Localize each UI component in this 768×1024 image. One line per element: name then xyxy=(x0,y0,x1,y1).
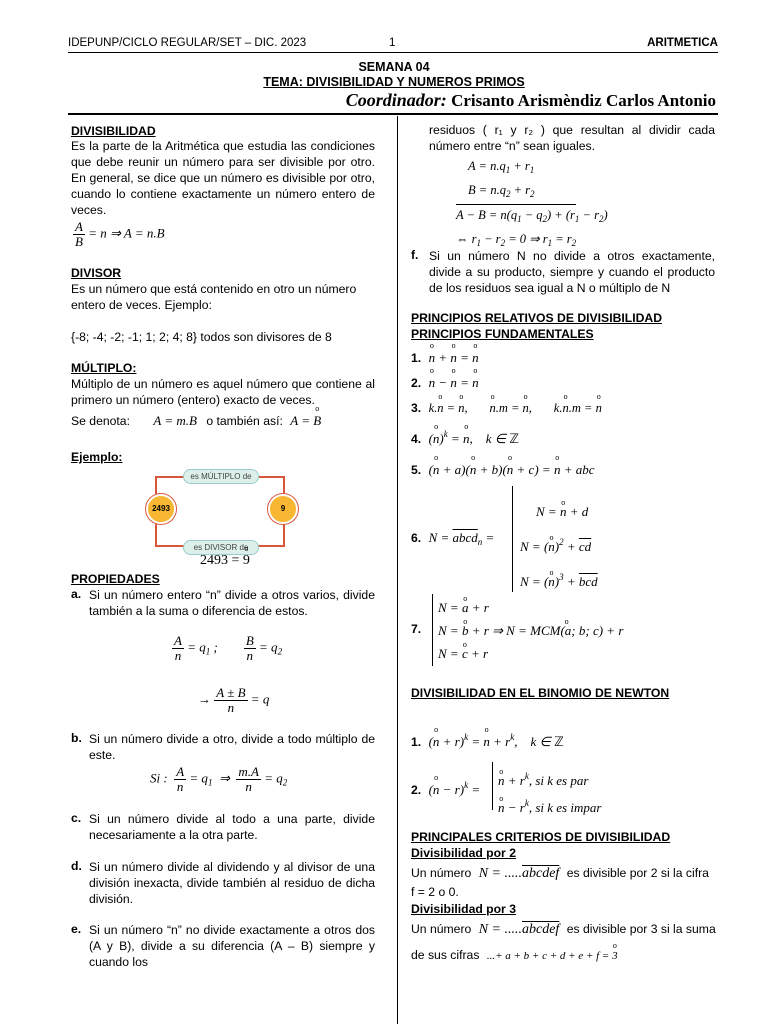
principio-7: 7. xyxy=(411,622,422,636)
propiedades-heading: PROPIEDADES xyxy=(71,572,160,586)
si-impar-text: , si k es impar xyxy=(528,800,602,815)
title-rule xyxy=(68,113,718,115)
page-number: 1 xyxy=(389,37,396,49)
principio-3: 3. k.o n = o n, o n.m = o n, k.o n.m = o n xyxy=(411,401,602,416)
por2-heading: Divisibilidad por 2 xyxy=(411,846,516,860)
residuos-derivation: $A = n.q_1 + r_1$ $B = n.q_2 + r_2$ $A - B = n(q_1 - q_2) + (r_1 - r_2)$ ⇔ $r_1 - r_2 = 0$ ⇒ $r_1 = r_2$ xyxy=(456,159,608,248)
prop-e-label: e. xyxy=(71,922,82,936)
binomio-1: 1. (o n + r)$^k$ = o $n + r^k$, k ∈ ℤ xyxy=(411,732,564,750)
prop-b-label: b. xyxy=(71,731,82,745)
principio-2: 2. o n − o n = o n xyxy=(411,375,479,391)
prop-d-text: Si un número divide al dividendo y al divisor de una división inexacta, divide también al residuo de dicha división. xyxy=(89,860,375,906)
residuos-text: residuos ( r₁ y r₂ ) que resultan al dividir cada número entre “n” sean iguales. xyxy=(429,123,715,153)
principio-7-cases: N = o a + r N = o b + r ⇒ N = o MCM(a; b; c) + r N = o c + r xyxy=(438,596,623,665)
prop-a-text: Si un número entero “n” divide a otros varios, divide también a la suma o diferencia de estos. xyxy=(89,588,375,618)
principio-6: 6. N = abcd$_n$ = xyxy=(411,530,495,547)
principios-fundamentales-heading: PRINCIPIOS FUNDAMENTALES xyxy=(411,327,594,341)
tema-text: : DIVISIBILIDAD Y NUMEROS PRIMOS xyxy=(298,75,525,89)
coordinator-label: Coordinador: xyxy=(345,90,447,110)
por3-heading: Divisibilidad por 3 xyxy=(411,902,516,916)
prop-e-text: Si un número “n” no divide exactamente a otros dos (A y B), divide a su diferencia (A – B) siempre y cuando los xyxy=(89,923,375,969)
divisibilidad-text: Es la parte de la Aritmética que estudia las condiciones que debe reunir un número para ser divisible por otro. En general, se dice que un número es divisible por otro, cuando lo contiene exactamente un número entero de veces. xyxy=(71,139,375,217)
principios-relativos-heading: PRINCIPIOS RELATIVOS DE DIVISIBILIDAD xyxy=(411,311,662,325)
por2-line: Un número N = .....abcdef es divisible por 2 si la cifra xyxy=(411,866,709,881)
coordinator-line xyxy=(346,90,716,111)
denotation-line: Se denota: A = m.B o también así: A = o B xyxy=(71,413,321,429)
tema-label: TEMA xyxy=(263,75,299,89)
semana-title: SEMANA 04 xyxy=(358,60,430,74)
ejemplo-heading: Ejemplo: xyxy=(71,450,123,464)
prop-f-label: f. xyxy=(411,248,419,262)
por2-last: f = 2 o 0. xyxy=(411,885,459,899)
diagram-node-2493: 2493 xyxy=(146,494,176,524)
prop-f-text: Si un número N no divide a otros exactamente, divide a su producto, siempre y cuando el producto de los residuos sea igual a N o múltiplo de N xyxy=(429,249,715,295)
multiple-divisor-diagram xyxy=(146,467,304,557)
diagram-node-9: 9 xyxy=(268,494,298,524)
diagram-bottom-label: es DIVISOR de xyxy=(183,540,259,555)
header-right: ARITMETICA xyxy=(647,37,718,49)
binomio-2-cases: o $n + r^k$, si k es par o $n - r^k$, si k es impar xyxy=(498,765,601,819)
divisibilidad-heading: DIVISIBILIDAD xyxy=(71,124,156,138)
prop-c-text: Si un número divide al todo a una parte, divide necesariamente a la otra parte. xyxy=(89,812,375,842)
principio-6-brace xyxy=(512,486,513,592)
multiplo-text: Múltiplo de un número es aquel número que contiene al primero un número (entero) exacto de veces. xyxy=(71,377,375,407)
multiplo-heading: MÚLTIPLO: xyxy=(71,361,137,375)
principio-5: 5. (o n + a)(o n + b)(o n + c) = o n + abc xyxy=(411,462,594,478)
definition-formula: $\frac{A}{B}$ = n ⇒ A = n.B xyxy=(75,219,165,249)
binomio-2-brace xyxy=(492,762,493,810)
tambien-label: o también así: xyxy=(206,414,283,428)
prop-b-formula: Si : $\frac{A}{n}$ = $q_1$ ⇒ $\frac{m.A}{n}$ = $q_2$ xyxy=(150,764,288,794)
header-rule xyxy=(68,52,718,53)
prop-a-formula-1: $\frac{A}{n}$ = $q_1$ ; $\frac{B}{n}$ = $q_2$ xyxy=(174,633,283,663)
principio-4: 4. (o n)$^k$ = o n, k ∈ ℤ xyxy=(411,429,519,447)
criterios-heading: PRINCIPALES CRITERIOS DE DIVISIBILIDAD xyxy=(411,830,671,844)
column-divider xyxy=(397,116,398,1024)
tema-line xyxy=(0,75,768,89)
divisor-list: {-8; -4; -2; -1; 1; 2; 4; 8} todos son divisores de 8 xyxy=(71,330,332,344)
diagram-caption: 2493 = o 9 xyxy=(200,553,250,569)
binomio-heading: DIVISIBILIDAD EN EL BINOMIO DE NEWTON xyxy=(411,686,670,700)
principio-1: 1. o n + o n = o n xyxy=(411,350,479,366)
se-denota-label: Se denota: xyxy=(71,414,130,428)
principio-7-brace xyxy=(432,594,433,666)
prop-a-formula-2: → $\frac{A \pm B}{n}$ = q xyxy=(198,685,270,715)
diagram-top-label: es MÚLTIPLO de xyxy=(183,469,259,484)
binomio-2: 2. (o n − r)$^k$ = xyxy=(411,780,480,798)
si-par-text: , si k es par xyxy=(528,773,589,788)
principio-6-cases: N = o n + d N = (o $n)^2 + \overline{cd}$ N = (o $n)^3 + \overline{bcd}$ xyxy=(520,496,598,597)
por3-line: Un número N = .....abcdef es divisible por 3 si la suma xyxy=(411,922,716,937)
prop-a-label: a. xyxy=(71,587,82,601)
divisor-text: Es un número que está contenido en otro un número entero de veces. Ejemplo: xyxy=(71,282,357,312)
por3-last: de sus cifras ...+ a + b + c + d + e + f = o 3 xyxy=(411,948,618,962)
divisor-heading: DIVISOR xyxy=(71,266,122,280)
prop-b-text: Si un número divide a otro, divide a todo múltiplo de este. xyxy=(89,732,375,762)
prop-d-label: d. xyxy=(71,859,82,873)
header-left: IDEPUNP/CICLO REGULAR/SET – DIC. 2023 xyxy=(68,37,307,49)
prop-c-label: c. xyxy=(71,811,82,825)
coordinator-name: Crisanto Arismèndiz Carlos Antonio xyxy=(451,91,716,110)
